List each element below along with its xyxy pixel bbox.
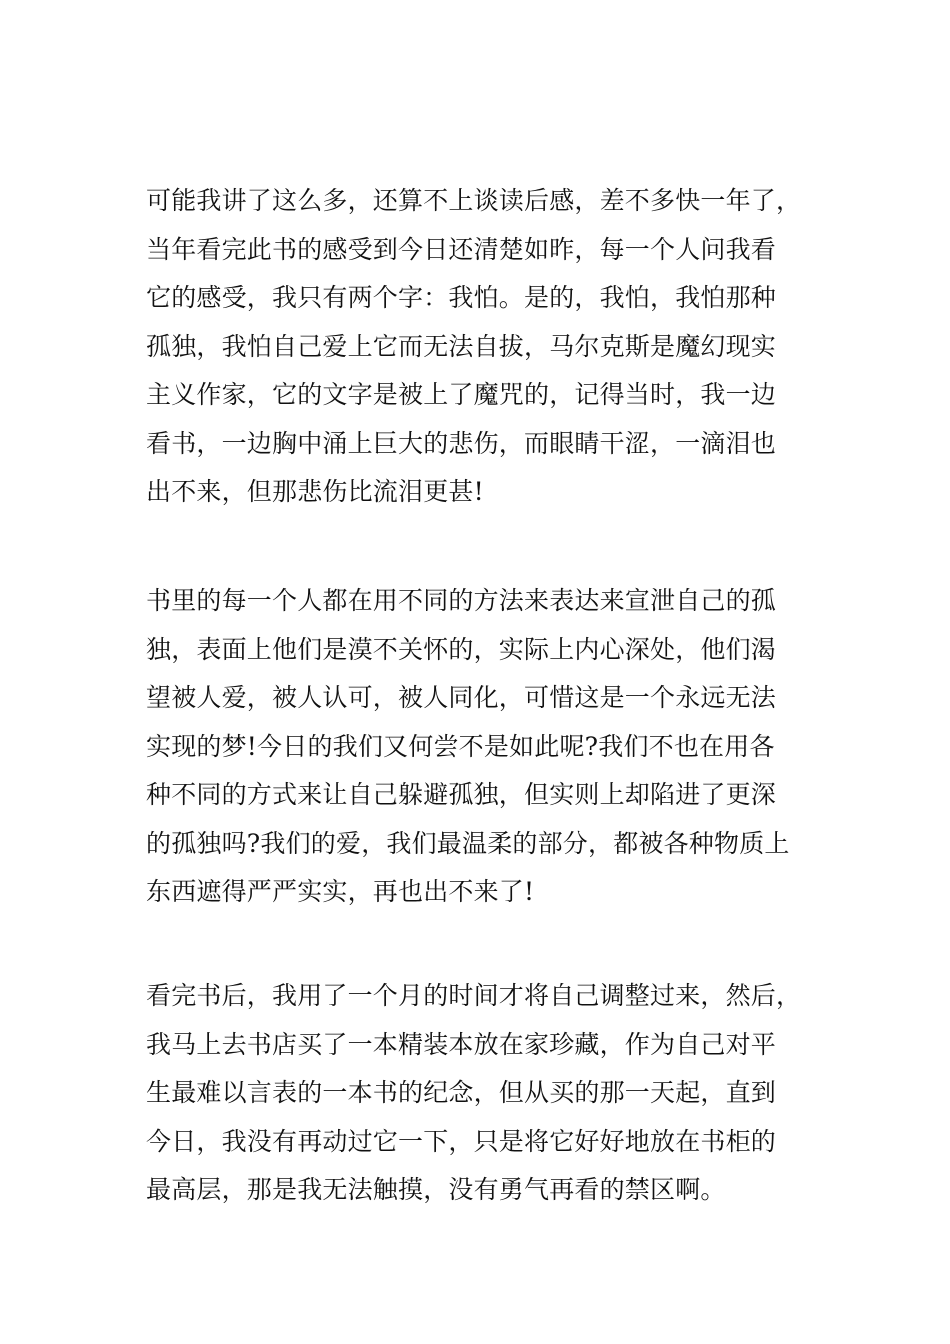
text-line: 可能我讲了这么多，还算不上谈读后感，差不多快一年了， — [146, 186, 802, 215]
text-line: 出不来，但那悲伤比流泪更甚! — [146, 477, 484, 506]
paragraph-1 — [146, 177, 846, 517]
text-line: 看书，一边胸中涌上巨大的悲伤，而眼睛干涩，一滴泪也 — [146, 428, 777, 458]
text-line: 孤独，我怕自己爱上它而无法自拔，马尔克斯是魔幻现实 — [146, 331, 777, 361]
text-line: 当年看完此书的感受到今日还清楚如昨，每一个人问我看 — [146, 234, 777, 264]
text-line: 我马上去书店买了一本精装本放在家珍藏，作为自己对平 — [146, 1029, 777, 1059]
text-line: 主义作家，它的文字是被上了魔咒的，记得当时，我一边 — [146, 380, 777, 409]
paragraph-3 — [146, 972, 846, 1215]
text-line: 生最难以言表的一本书的纪念，但从买的那一天起，直到 — [146, 1078, 777, 1107]
text-line: 实现的梦!今日的我们又何尝不是如此呢?我们不也在用各 — [146, 731, 775, 761]
paragraph-2 — [146, 577, 846, 917]
text-line: 它的感受，我只有两个字：我怕。是的，我怕，我怕那种 — [146, 283, 777, 312]
text-line: 种不同的方式来让自己躲避孤独，但实则上却陷进了更深 — [146, 780, 777, 809]
text-line: 的孤独吗?我们的爱，我们最温柔的部分，都被各种物质上 — [146, 828, 790, 858]
text-line: 东西遮得严严实实，再也出不来了! — [146, 877, 535, 906]
text-line: 书里的每一个人都在用不同的方法来表达来宣泄自己的孤 — [146, 586, 777, 615]
text-line: 望被人爱，被人认可，被人同化，可惜这是一个永远无法 — [146, 683, 777, 712]
text-line: 看完书后，我用了一个月的时间才将自己调整过来，然后， — [146, 981, 802, 1010]
text-line: 今日，我没有再动过它一下，只是将它好好地放在书柜的 — [146, 1126, 777, 1156]
text-line: 最高层，那是我无法触摸，没有勇气再看的禁区啊。 — [146, 1175, 726, 1204]
text-line: 独，表面上他们是漠不关怀的，实际上内心深处，他们渴 — [146, 634, 777, 664]
